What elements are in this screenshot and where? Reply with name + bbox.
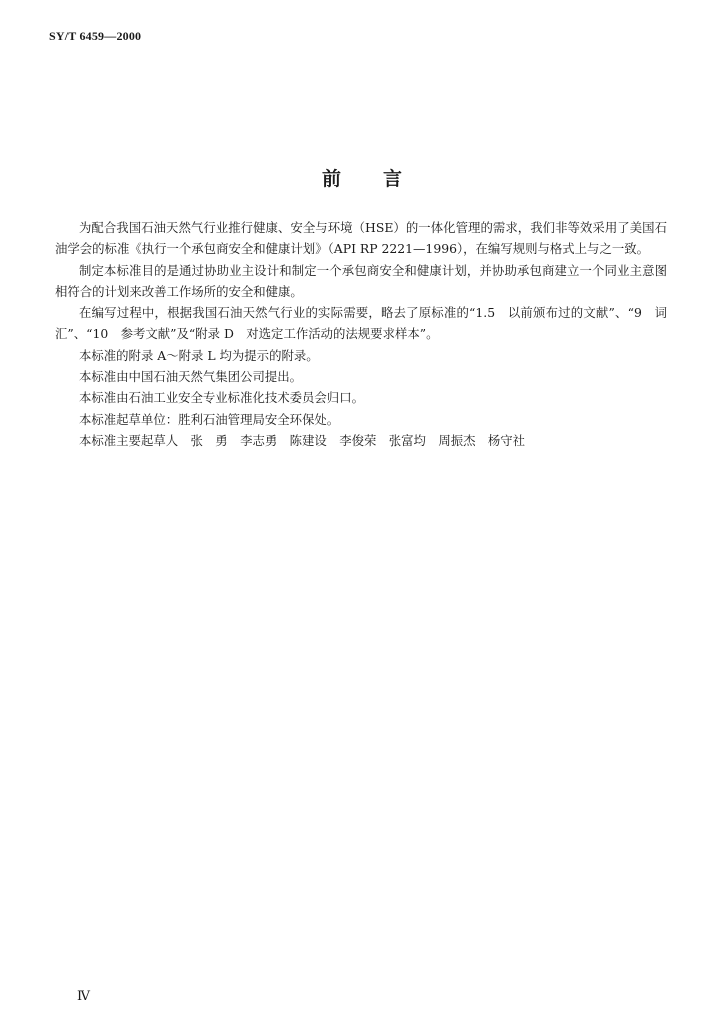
paragraph-drafting-unit: 本标准起草单位：胜利石油管理局安全环保处。 xyxy=(79,411,340,427)
title-char-1: 前 xyxy=(321,168,341,190)
page-number: Ⅳ xyxy=(77,988,90,1003)
paragraph-omissions: 在编写过程中，根据我国石油天然气行业的实际需要，略去了原标准的“1.5 以前颁布过的文献”、“9 词汇”、“10 参考文献”及“附录 D 对选定工作活动的法规要求样本”。 xyxy=(55,305,667,342)
standard-code: SY/T 6459—2000 xyxy=(49,29,142,43)
foreword-body xyxy=(55,217,667,451)
title-char-2: 言 xyxy=(383,168,403,190)
paragraph-appendices: 本标准的附录 A～附录 L 均为提示的附录。 xyxy=(79,347,319,363)
paragraph-purpose: 为配合我国石油天然气行业推行健康、安全与环境（HSE）的一体化管理的需求，我们非等效采用了美国石油学会的标准《执行一个承包商安全和健康计划》（API RP 2221—1996），在编写规则与格式上与之一致。 xyxy=(55,220,667,257)
paragraph-proposer: 本标准由中国石油天然气集团公司提出。 xyxy=(79,369,303,385)
paragraph-committee: 本标准由石油工业安全专业标准化技术委员会归口。 xyxy=(79,390,364,406)
page-title xyxy=(0,164,724,191)
paragraph-drafters: 本标准主要起草人 张 勇 李志勇 陈建设 李俊荣 张富均 周振杰 杨守社 xyxy=(79,432,526,448)
paragraph-objective: 制定本标准目的是通过协助业主设计和制定一个承包商安全和健康计划，并协助承包商建立一个同业主意图相符合的计划来改善工作场所的安全和健康。 xyxy=(55,262,667,299)
